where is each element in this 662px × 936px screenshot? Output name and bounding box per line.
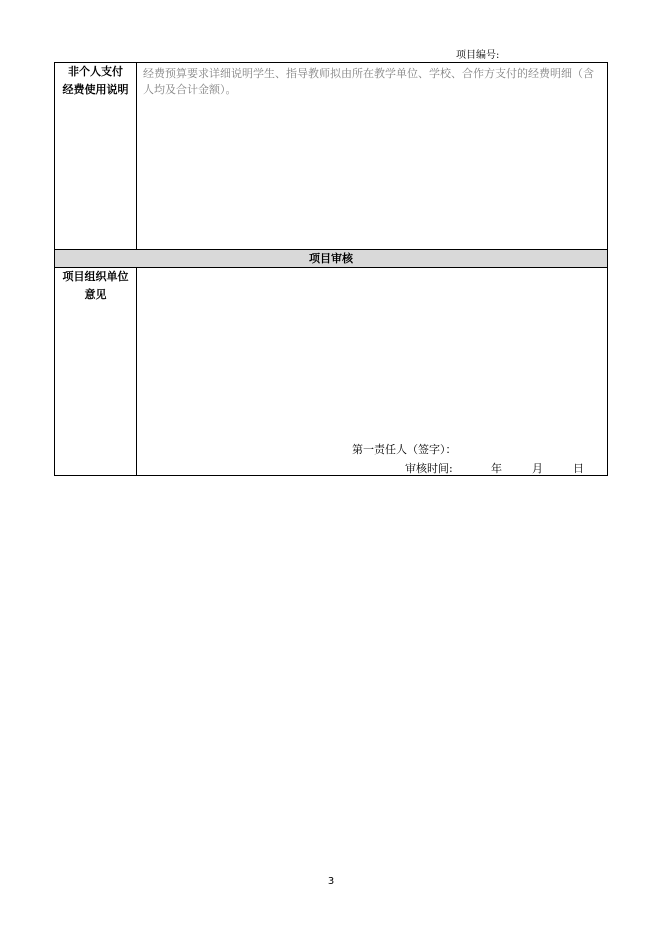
non-personal-expense-content-cell[interactable] (137, 63, 608, 250)
non-personal-expense-hint: 经费预算要求详细说明学生、指导教师拟由所在教学单位、学校、合作方支付的经费明细（含人均及合计金额）。 (143, 67, 594, 96)
review-time-label: 审核时间: (405, 462, 453, 475)
non-personal-expense-label-cell (55, 63, 137, 250)
non-personal-expense-row (55, 63, 608, 250)
signer-label: 第一责任人（签字）： (352, 443, 457, 456)
month-label: 月 (532, 462, 543, 475)
review-time-row (405, 460, 584, 476)
non-personal-expense-label: 非个人支付 经费使用说明 (62, 65, 129, 96)
project-number-label: 项目编号: (456, 50, 500, 61)
org-opinion-label-cell (55, 268, 137, 476)
org-opinion-area (137, 268, 607, 475)
org-opinion-content-cell[interactable] (137, 268, 608, 476)
review-section-row (55, 250, 608, 268)
org-opinion-label: 项目组织单位 意见 (62, 270, 129, 301)
year-label: 年 (491, 462, 502, 475)
application-form-table (54, 62, 608, 476)
page-number: 3 (327, 876, 335, 887)
review-section-title: 项目审核 (55, 250, 608, 268)
org-opinion-row (55, 268, 608, 476)
day-label: 日 (573, 462, 584, 475)
